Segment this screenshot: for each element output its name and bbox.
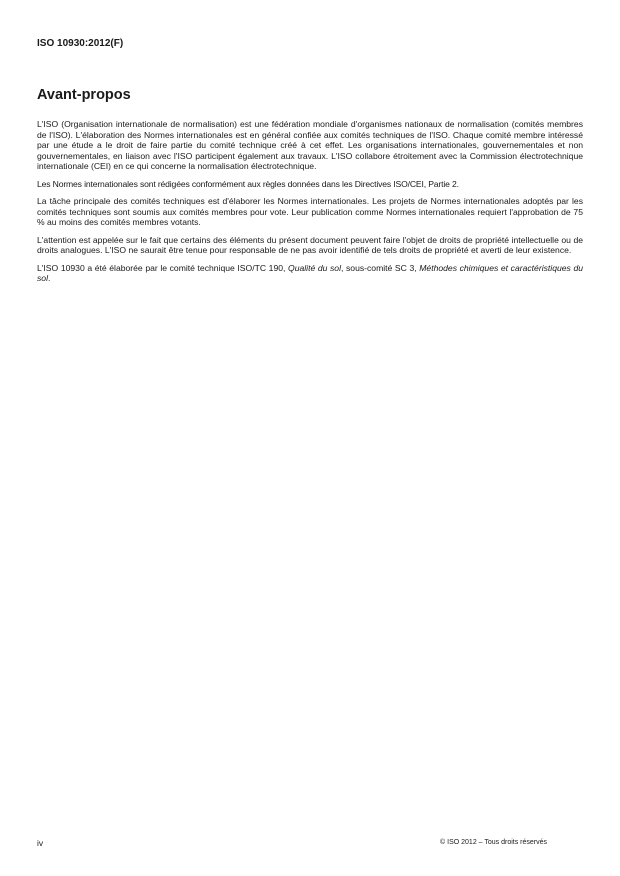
preparation-text-1: L'ISO 10930 a été élaborée par le comité technique ISO/TC 190, <box>37 262 289 273</box>
paragraph-iso-intro: L'ISO (Organisation internationale de normalisation) est une fédération mondiale d'organismes nationaux de normalisation (comités membres de l'ISO). L'élaboration des Normes internationales est en général confiée aux comités techniques de l'ISO. Chaque comité membre intéressé par une étude a le droit de faire partie du comité technique créé à cet effet. Les organisations internationales, gouvernementales et non gouvernementales, en liaison avec l'ISO participent également aux travaux. L'ISO collabore étroitement avec la Commission électrotechnique internationale (CEI) en ce qui concerne la normalisation électrotechnique. <box>37 119 583 171</box>
preparation-text-2: , sous-comité SC 3, <box>341 262 420 273</box>
copyright-notice: © ISO 2012 – Tous droits réservés <box>440 839 547 846</box>
document-id-header: ISO 10930:2012(F) <box>37 38 124 49</box>
foreword-body <box>37 119 583 291</box>
preparation-text-3: . <box>48 273 51 283</box>
subcommittee-name: Méthodes chimiques et caractéristiques du sol <box>37 262 584 283</box>
committee-name: Qualité du sol <box>288 262 341 273</box>
section-title: Avant-propos <box>37 87 131 103</box>
paragraph-preparation <box>37 263 583 284</box>
paragraph-directives: Les Normes internationales sont rédigées conformément aux règles données dans les Directives ISO/CEI, Partie 2. <box>37 178 459 189</box>
paragraph-technical-committees: La tâche principale des comités techniques est d'élaborer les Normes internationales. Les projets de Normes internationales adoptés par les comités techniques sont soumis aux comités membres pour vote. Leur publication comme Normes internationales requiert l'approbation de 75 % au moins des comités membres votants. <box>37 196 583 227</box>
paragraph-patent-rights: L'attention est appelée sur le fait que certains des éléments du présent document peuvent faire l'objet de droits de propriété intellectuelle ou de droits analogues. L'ISO ne saurait être tenue pour responsable de ne pas avoir identifié de tels droits de propriété et averti de leur existence. <box>37 234 583 255</box>
page-number: iv <box>37 838 44 848</box>
